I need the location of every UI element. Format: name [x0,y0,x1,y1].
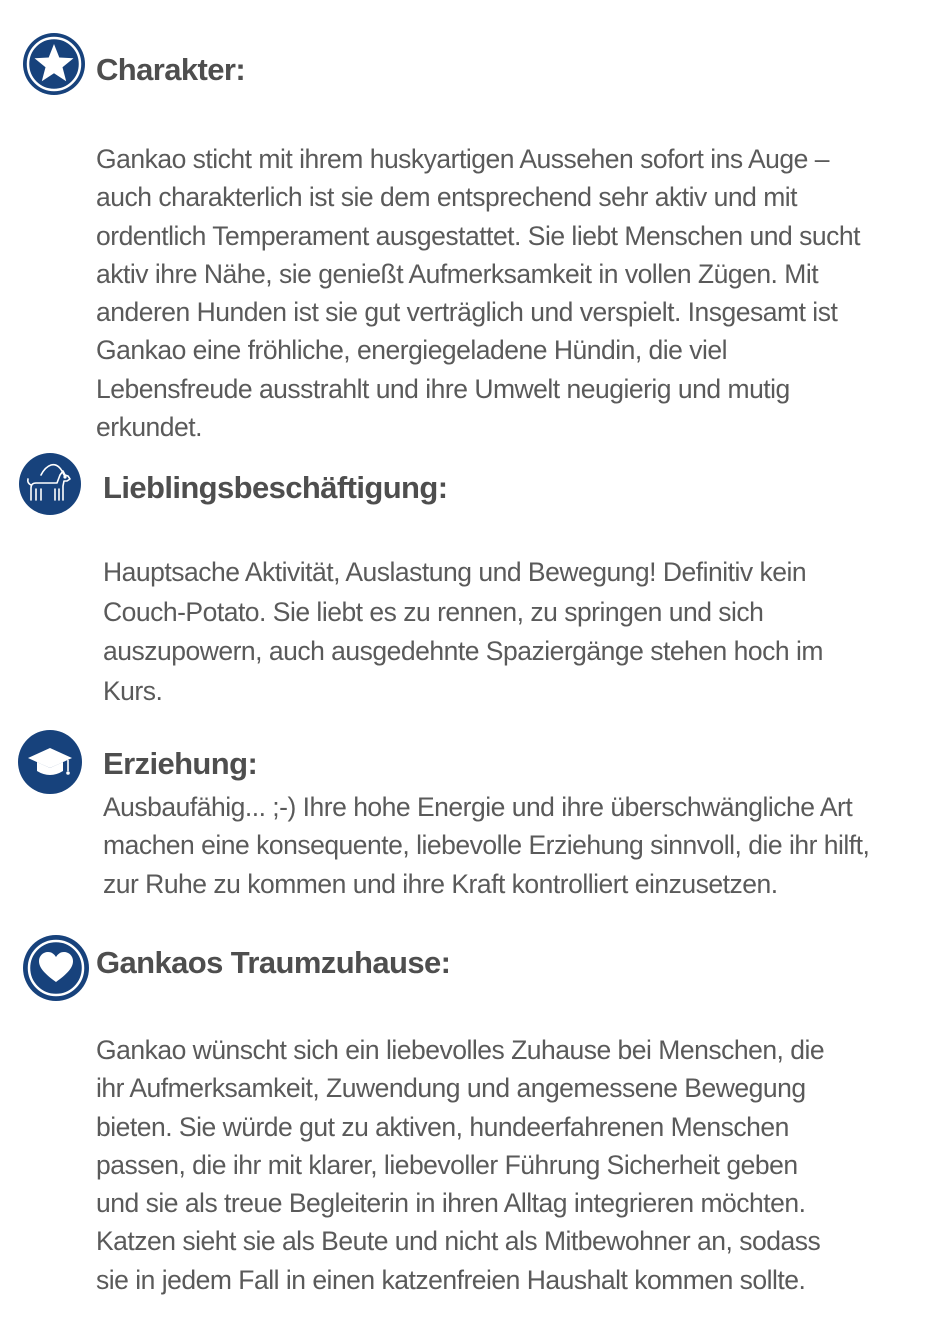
text-line: Katzen sieht sie als Beute und nicht als Mitbewohner an, sodass [96,1226,821,1257]
text-line: Gankao sticht mit ihrem huskyartigen Aussehen sofort ins Auge – [96,144,829,174]
section-text-lieblingsbeschaeftigung [103,553,823,711]
text-line: Gankao eine fröhliche, energiegeladene Hündin, die viel [96,335,728,366]
section-heading-traumzuhause: Gankaos Traumzuhause: [96,945,451,980]
text-line: Ausbaufähig... ;-) Ihre hohe Energie und ihre überschwängliche Art [103,792,853,822]
text-line: ordentlich Temperament ausgestattet. Sie liebt Menschen und sucht [96,220,860,251]
text-line: Kurs. [103,675,163,706]
text-line: erkundet. [96,412,202,443]
text-line: aktiv ihre Nähe, sie genießt Aufmerksamkeit in vollen Zügen. Mit [96,258,819,289]
text-line: und sie als treue Begleiterin in ihren Alltag integrieren möchten. [96,1188,806,1219]
section-text-erziehung [103,788,869,903]
graduation-cap-icon [18,730,82,794]
text-line: auszupowern, auch ausgedehnte Spaziergänge stehen hoch im [103,636,823,666]
section-heading-lieblingsbeschaeftigung: Lieblingsbeschäftigung: [103,470,448,505]
dog-on-leash-icon [19,453,81,515]
section-heading-charakter: Charakter: [96,52,246,87]
text-line: machen eine konsequente, liebevolle Erziehung sinnvoll, die ihr hilft, [103,830,870,861]
text-line: Couch-Potato. Sie liebt es zu rennen, zu springen und sich [103,596,764,627]
heart-icon [23,935,89,1001]
text-line: sie in jedem Fall in einen katzenfreien Haushalt kommen sollte. [96,1264,806,1295]
section-heading-erziehung: Erziehung: [103,746,258,781]
text-line: auch charakterlich ist sie dem entsprechend sehr aktiv und mit [96,182,798,213]
text-line: Gankao wünscht sich ein liebevolles Zuhause bei Menschen, die [96,1035,825,1065]
text-line: Hauptsache Aktivität, Auslastung und Bewegung! Definitiv kein [103,557,807,587]
text-line: passen, die ihr mit klarer, liebevoller Führung Sicherheit geben [96,1149,798,1180]
section-text-traumzuhause [96,1031,824,1299]
section-text-charakter [96,140,860,446]
star-icon [23,33,85,95]
text-line: bieten. Sie würde gut zu aktiven, hundeerfahrenen Menschen [96,1111,789,1142]
text-line: ihr Aufmerksamkeit, Zuwendung und angemessene Bewegung [96,1073,806,1104]
text-line: anderen Hunden ist sie gut verträglich und verspielt. Insgesamt ist [96,297,838,328]
text-line: Lebensfreude ausstrahlt und ihre Umwelt neugierig und mutig [96,373,790,404]
text-line: zur Ruhe zu kommen und ihre Kraft kontrolliert einzusetzen. [103,868,778,899]
